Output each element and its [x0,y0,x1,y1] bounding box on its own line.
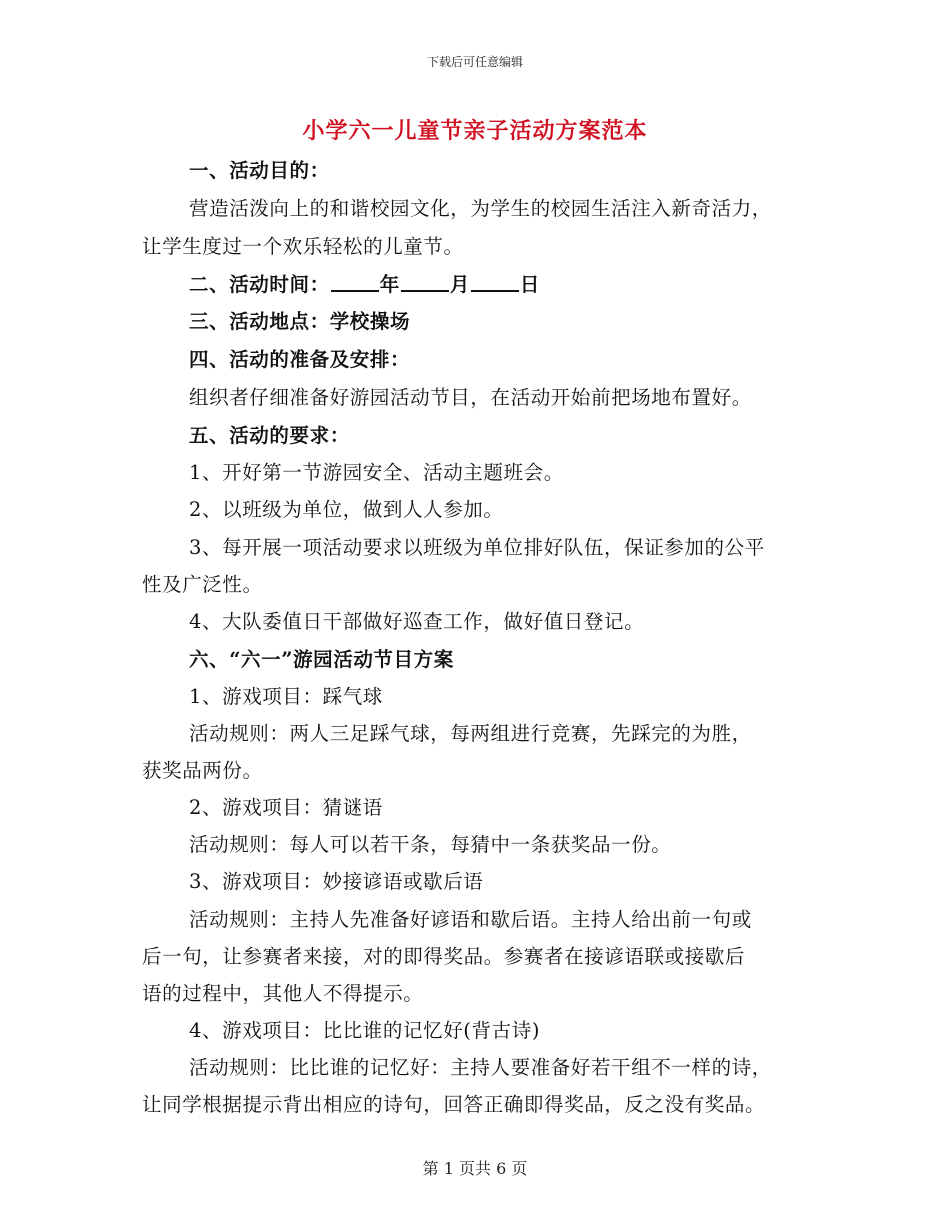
game-rule-line: 活动规则：主持人先准备好谚语和歇后语。主持人给出前一句或 [189,908,752,931]
list-item-continuation: 性及广泛性。 [142,573,263,596]
section-heading-time [189,269,861,297]
game-item: 1、游戏项目：踩气球 [189,685,383,708]
game-item: 4、游戏项目：比比谁的记忆好(背古诗) [189,1019,541,1042]
section-heading-requirements: 五、活动的要求： [189,424,350,447]
game-rule-line: 语的过程中，其他人不得提示。 [142,982,424,1005]
game-item: 2、游戏项目：猜谜语 [189,796,383,819]
list-item: 4、大队委值日干部做好巡查工作，做好值日登记。 [189,610,645,633]
day-blank [471,274,519,292]
year-label: 年 [379,273,400,296]
game-rule-line: 后一句，让参赛者来接，对的即得奖品。参赛者在接谚语联或接歇后 [142,945,746,968]
game-rule-line: 活动规则：比比谁的记忆好：主持人要准备好若干组不一样的诗， [189,1056,772,1079]
year-blank [331,274,379,292]
paragraph-line: 让学生度过一个欢乐轻松的儿童节。 [142,235,464,258]
list-item: 1、开好第一节游园安全、活动主题班会。 [189,461,564,484]
list-item: 3、每开展一项活动要求以班级为单位排好队伍，保证参加的公平 [189,536,765,559]
game-rule-line: 活动规则：每人可以若干条，每猜中一条获奖品一份。 [189,833,672,856]
month-label: 月 [449,273,470,296]
day-label: 日 [519,273,541,296]
game-rule-line: 让同学根据提示背出相应的诗句，回答正确即得奖品，反之没有奖品。 [142,1093,766,1116]
game-rule-line: 活动规则：两人三足踩气球，每两组进行竞赛，先踩完的为胜， [189,722,752,745]
section-heading-preparation: 四、活动的准备及安排： [189,348,411,371]
section-heading-location: 三、活动地点：学校操场 [189,310,411,333]
page-footer: 第 1 页共 6 页 [422,1159,528,1178]
paragraph-line: 组织者仔细准备好游园活动节目，在活动开始前把场地布置好。 [189,386,752,409]
time-label: 二、活动时间： [189,273,330,296]
month-blank [401,274,449,292]
document-title: 小学六一儿童节亲子活动方案范本 [302,118,648,144]
section-heading-program: 六、“六一”游园活动节目方案 [189,648,454,671]
section-heading-purpose: 一、活动目的： [189,159,330,182]
game-rule-line: 获奖品两份。 [142,759,263,782]
game-item: 3、游戏项目：妙接谚语或歇后语 [189,870,484,893]
paragraph-line: 营造活泼向上的和谐校园文化，为学生的校园生活注入新奇活力， [189,197,772,220]
list-item: 2、以班级为单位，做到人人参加。 [189,498,504,521]
header-note: 下载后可任意编辑 [426,55,523,69]
